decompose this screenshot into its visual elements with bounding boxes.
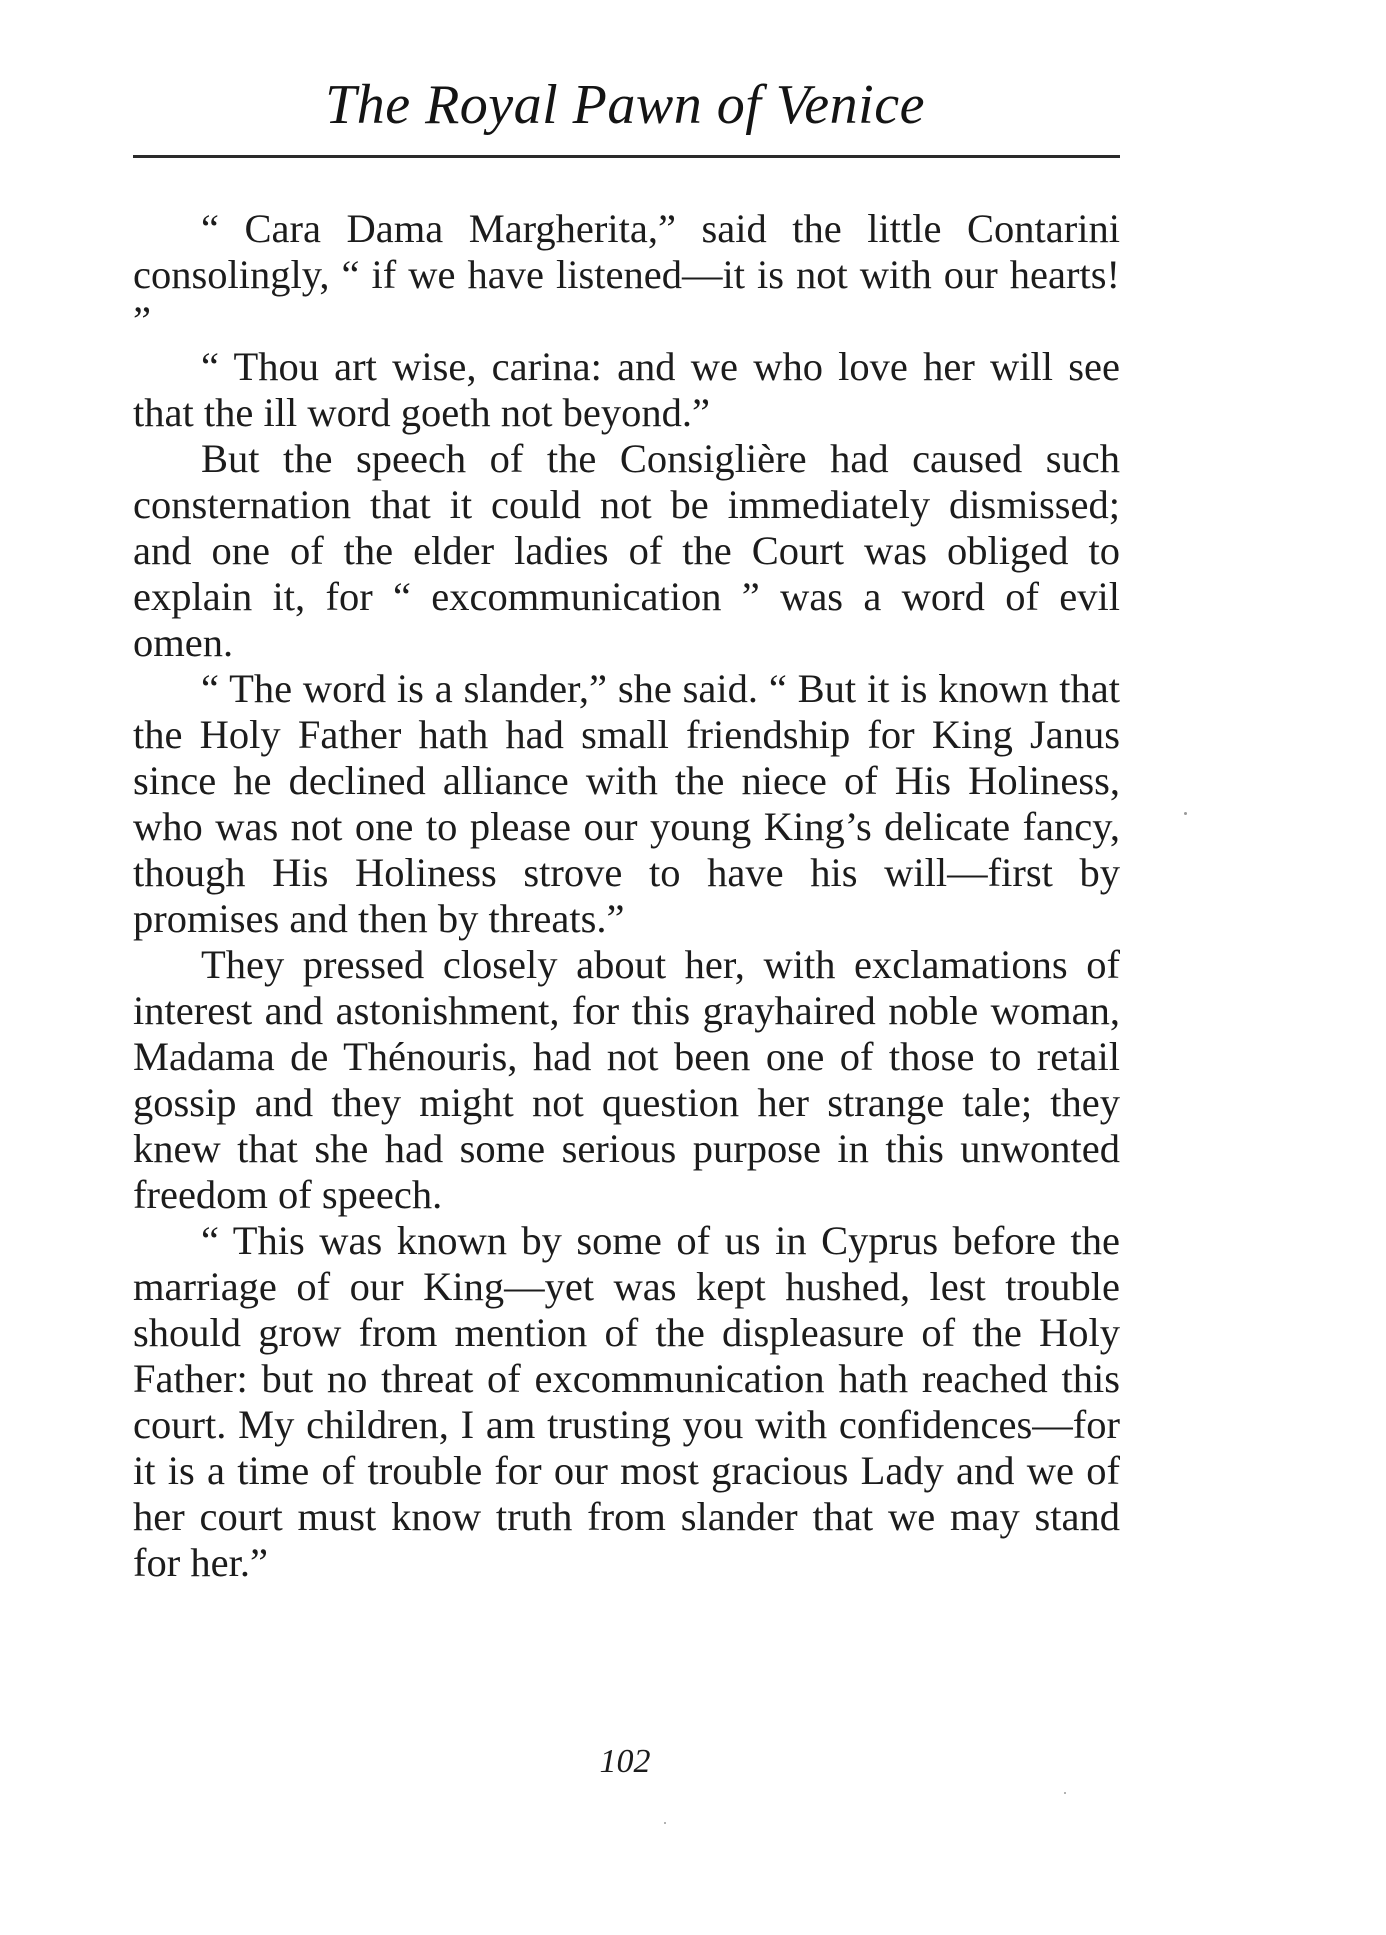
paragraph: They pressed closely about her, with exclamations of interest and astonishment, for this grayhaired noble woman, Madama de Thénouris, had not been one of those to retail gossip and they might not question her strange tale; they knew that she had some serious purpose in this unwonted freedom of speech. <box>133 942 1120 1217</box>
body-text <box>133 206 1120 1586</box>
paragraph: “ The word is a slander,” she said. “ But it is known that the Holy Father hath had small friendship for King Janus since he declined alliance with the niece of His Holiness, who was not one to please our young King’s delicate fancy, though His Holiness strove to have his will—first by promises and then by threats.” <box>133 666 1120 941</box>
paragraph: But the speech of the Consiglière had caused such consternation that it could not be immediately dismissed; and one of the elder ladies of the Court was obliged to explain it, for “ excommunication ” was a word of evil omen. <box>133 436 1120 665</box>
paragraph: “ Thou art wise, carina: and we who love her will see that the ill word goeth not beyond.” <box>133 344 1120 435</box>
header-rule <box>133 155 1120 158</box>
paragraph: “ This was known by some of us in Cyprus before the marriage of our King—yet was kept hushed, lest trouble should grow from mention of the displeasure of the Holy Father: but no threat of excommunication hath reached this court. My children, I am trusting you with confidences—for it is a time of trouble for our most gracious Lady and we of her court must know truth from slander that we may stand for her.” <box>133 1218 1120 1585</box>
paragraph: “ Cara Dama Margherita,” said the little Contarini consolingly, “ if we have listened—it is not with our hearts! ” <box>133 206 1120 343</box>
paper-speck <box>664 1822 666 1824</box>
paper-speck <box>1184 812 1187 815</box>
paper-speck <box>1064 1792 1066 1794</box>
running-head: The Royal Pawn of Venice <box>325 74 925 136</box>
page-number: 102 <box>599 1743 651 1780</box>
